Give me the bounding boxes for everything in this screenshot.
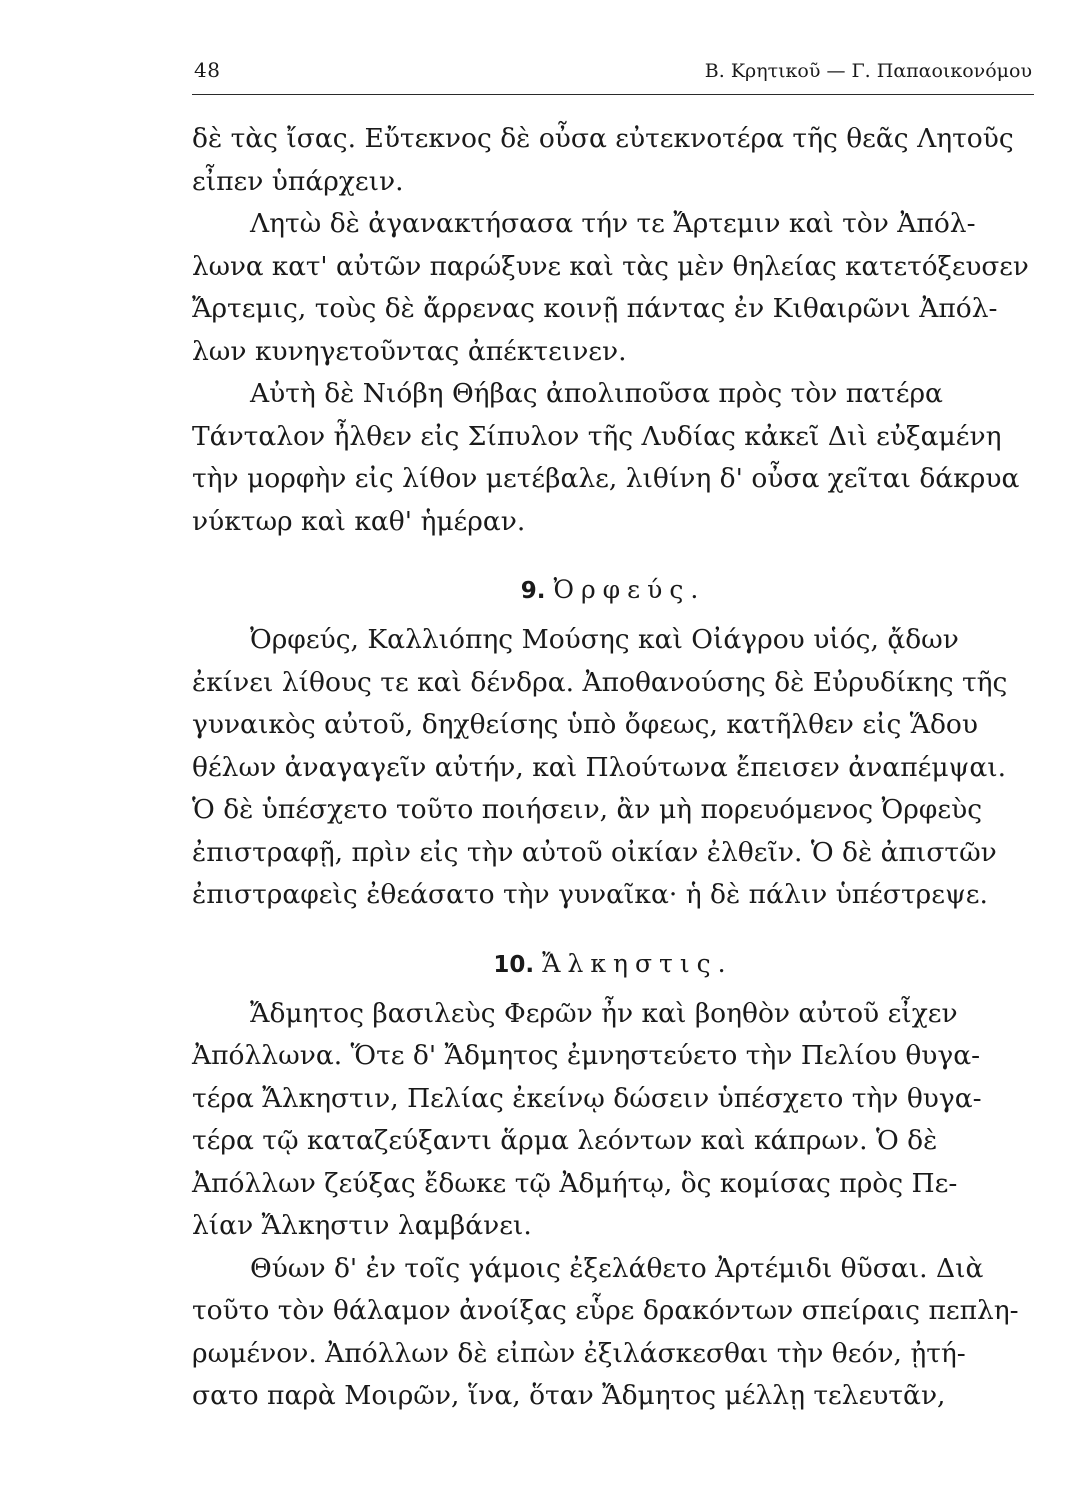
text-line: τέρα τῷ καταζεύξαντι ἅρμα λεόντων καὶ κάπρων. Ὁ δὲ	[192, 1125, 938, 1156]
text-line: Ἀπόλλωνα. Ὅτε δ' Ἄδμητος ἐμνηστεύετο τὴν Πελίου θυγα-	[192, 1040, 981, 1071]
text-line: τέρα Ἄλκηστιν, Πελίας ἐκείνῳ δώσειν ὑπέσχετο τὴν θυγα-	[192, 1082, 982, 1114]
text-line: λωνα κατ' αὐτῶν παρώξυνε καὶ τὰς μὲν θηλείας κατετόξευσεν	[192, 251, 1029, 282]
section-heading	[192, 561, 1034, 619]
text-line: σατο παρὰ Μοιρῶν, ἵνα, ὅταν Ἄδμητος μέλλῃ τελευτᾶν,	[192, 1380, 946, 1411]
text-line: Ἀπόλλων ζεύξας ἔδωκε τῷ Ἀδμήτῳ, ὃς κομίσας πρὸς Πε-	[192, 1167, 958, 1199]
page-number: 48	[194, 58, 221, 82]
text-line: ἐκίνει λίθους τε καὶ δένδρα. Ἀποθανούσης δὲ Εὐρυδίκης τῆς	[192, 666, 1008, 698]
section-number: 9.	[520, 578, 546, 604]
text-line: Λητὼ δὲ ἀγανακτήσασα τήν τε Ἄρτεμιν καὶ τὸν Ἀπόλ-	[250, 208, 976, 239]
text-line: λίαν Ἄλκηστιν λαμβάνει.	[192, 1210, 532, 1241]
text-line: ρωμένον. Ἀπόλλων δὲ εἰπὼν ἐξιλάσκεσθαι τὴν θεόν, ᾐτή-	[192, 1337, 966, 1369]
text-line: εἶπεν ὑπάρχειν.	[192, 165, 404, 197]
text-line: δὲ τὰς ἴσας. Εὔτεκνος δὲ οὖσα εὐτεκνοτέρα τῆς θεᾶς Λητοῦς	[192, 123, 1014, 154]
text-line: Τάνταλον ἦλθεν εἰς Σίπυλον τῆς Λυδίας κἀκεῖ Διὶ εὐξαμένη	[192, 420, 1002, 452]
text-line: τοῦτο τὸν θάλαμον ἀνοίξας εὗρε δρακόντων σπείραις πεπλη-	[192, 1295, 1019, 1326]
text-line: Ὀρφεύς, Καλλιόπης Μούσης καὶ Οἰάγρου υἱός, ᾄδων	[250, 624, 959, 655]
text-line: γυναικὸς αὐτοῦ, δηχθείσης ὑπὸ ὄφεως, κατῆλθεν εἰς Ἅδου	[192, 709, 978, 740]
body-text	[192, 118, 1034, 1418]
text-line: Αὐτὴ δὲ Νιόβη Θήβας ἀπολιποῦσα πρὸς τὸν πατέρα	[250, 378, 943, 409]
text-line: Θύων δ' ἐν τοῖς γάμοις ἐξελάθετο Ἀρτέμιδι θῦσαι. Διὰ	[250, 1252, 984, 1284]
page-header	[192, 56, 1034, 95]
running-head: Β. Κρητικοῦ — Γ. Παπαοικονόμου	[704, 60, 1032, 82]
text-line: Ὁ δὲ ὑπέσχετο τοῦτο ποιήσειν, ἂν μὴ πορευόμενος Ὀρφεὺς	[192, 794, 983, 825]
text-line: τὴν μορφὴν εἰς λίθον μετέβαλε, λιθίνη δ' οὖσα χεῖται δάκρυα	[192, 463, 1020, 494]
text-line: νύκτωρ καὶ καθ' ἡμέραν.	[192, 505, 526, 537]
text-line: λων κυνηγετοῦντας ἀπέκτεινεν.	[192, 335, 627, 367]
section-title: Ὀρφεύς.	[553, 575, 706, 604]
text-line: Ἄδμητος βασιλεὺς Φερῶν ἦν καὶ βοηθὸν αὐτοῦ εἶχεν	[250, 997, 958, 1029]
section-title: Ἄλκηστις.	[542, 948, 733, 978]
section-heading	[192, 935, 1034, 993]
text-line: ἐπιστραφεὶς ἐθεάσατο τὴν γυναῖκα· ἡ δὲ πάλιν ὑπέστρεψε.	[192, 879, 988, 910]
section-number: 10.	[493, 951, 535, 978]
text-line: ἐπιστραφῇ, πρὶν εἰς τὴν αὐτοῦ οἰκίαν ἐλθεῖν. Ὁ δὲ ἀπιστῶν	[192, 836, 997, 868]
text-line: Ἄρτεμις, τοὺς δὲ ἄρρενας κοινῇ πάντας ἐν Κιθαιρῶνι Ἀπόλ-	[192, 293, 998, 324]
text-line: θέλων ἀναγαγεῖν αὐτήν, καὶ Πλούτωνα ἔπεισεν ἀναπέμψαι.	[192, 751, 1007, 783]
